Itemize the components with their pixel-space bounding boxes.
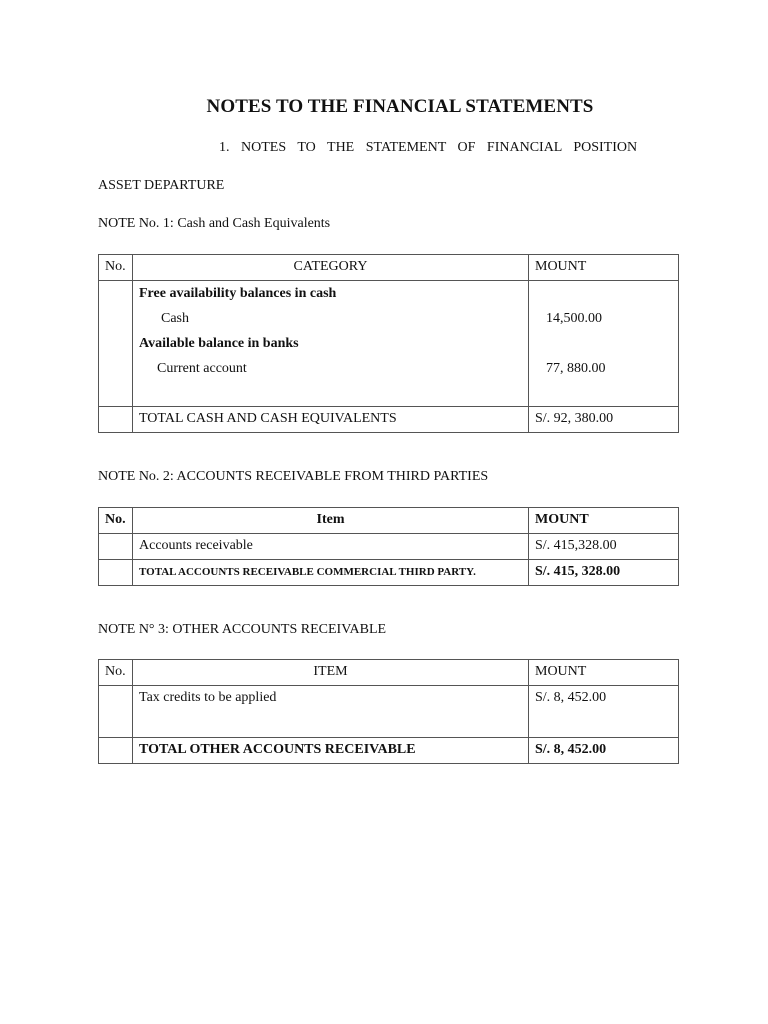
- total-label: TOTAL ACCOUNTS RECEIVABLE COMMERCIAL THIRD PARTY.: [139, 566, 476, 578]
- table-header-row: [99, 255, 679, 281]
- total-row: [99, 560, 679, 586]
- group-label-banks: Available balance in banks: [139, 336, 299, 351]
- total-label-cell: [133, 560, 529, 586]
- note1-heading: NOTE No. 1: Cash and Cash Equivalents: [98, 216, 331, 231]
- category-cell: [133, 281, 529, 407]
- total-no-cell: [99, 407, 133, 433]
- row-no-cell: [99, 281, 133, 407]
- total-row: [99, 738, 679, 764]
- header-no: No.: [99, 508, 133, 534]
- header-no: No.: [99, 255, 133, 281]
- header-no: No.: [99, 660, 133, 686]
- group-label-cash: Free availability balances in cash: [139, 286, 337, 301]
- cash-label: Cash: [161, 311, 189, 326]
- total-label: TOTAL OTHER ACCOUNTS RECEIVABLE: [133, 738, 529, 764]
- item-amount: S/. 415,328.00: [529, 534, 679, 560]
- total-label: TOTAL CASH AND CASH EQUIVALENTS: [133, 407, 529, 433]
- note3-table: [98, 659, 679, 764]
- current-account-amount: 77, 880.00: [546, 361, 606, 376]
- amount-cell: [529, 281, 679, 407]
- item-label: Accounts receivable: [133, 534, 529, 560]
- total-no-cell: [99, 738, 133, 764]
- header-amount: MOUNT: [529, 508, 679, 534]
- row-no-cell: [99, 686, 133, 738]
- page-title: NOTES TO THE FINANCIAL STATEMENTS: [206, 96, 594, 117]
- header-category: CATEGORY: [133, 255, 529, 281]
- row-no-cell: [99, 534, 133, 560]
- table-row: [99, 534, 679, 560]
- header-item: Item: [133, 508, 529, 534]
- total-amount: S/. 92, 380.00: [529, 407, 679, 433]
- cash-amount: 14,500.00: [546, 311, 602, 326]
- section-subtitle: 1. NOTES TO THE STATEMENT OF FINANCIAL POSITION: [219, 140, 638, 155]
- item-label: Tax credits to be applied: [133, 686, 529, 738]
- table-row: [99, 686, 679, 738]
- header-item: ITEM: [133, 660, 529, 686]
- note3-heading: NOTE N° 3: OTHER ACCOUNTS RECEIVABLE: [98, 622, 387, 637]
- header-amount: MOUNT: [529, 255, 679, 281]
- table-row: [99, 281, 679, 407]
- section-heading: ASSET DEPARTURE: [98, 178, 225, 193]
- note1-table: [98, 254, 679, 433]
- total-amount: S/. 8, 452.00: [529, 738, 679, 764]
- note2-heading: NOTE No. 2: ACCOUNTS RECEIVABLE FROM THIRD PARTIES: [98, 469, 489, 484]
- current-account-label: Current account: [157, 361, 247, 376]
- total-row: [99, 407, 679, 433]
- note2-table: [98, 507, 679, 586]
- table-header-row: [99, 508, 679, 534]
- item-amount: S/. 8, 452.00: [529, 686, 679, 738]
- header-amount: MOUNT: [529, 660, 679, 686]
- table-header-row: [99, 660, 679, 686]
- total-amount: S/. 415, 328.00: [529, 560, 679, 586]
- total-no-cell: [99, 560, 133, 586]
